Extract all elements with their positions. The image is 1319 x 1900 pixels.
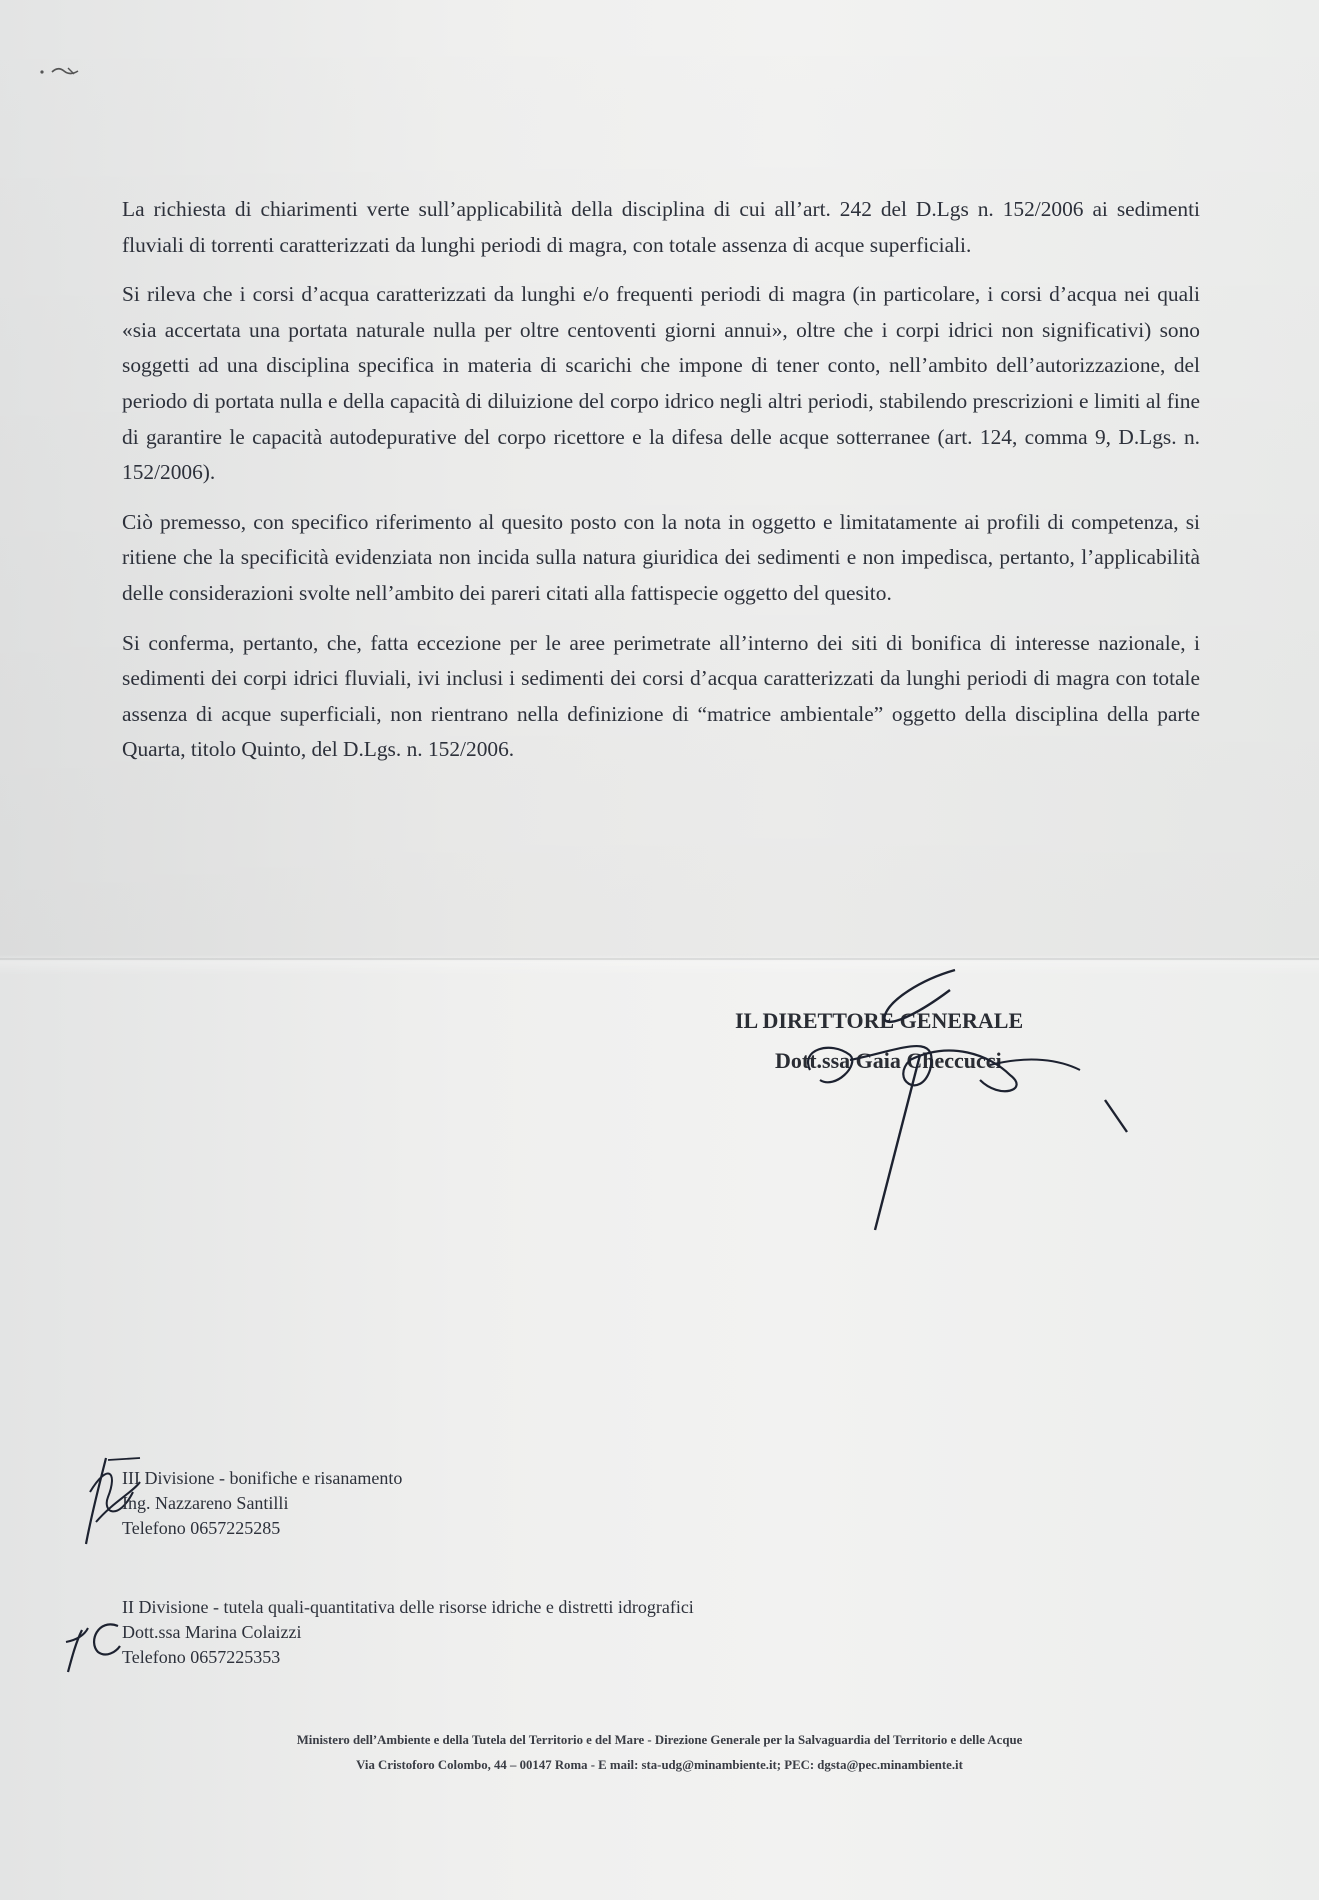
- contact-block-2: [122, 1595, 694, 1670]
- contact-phone: Telefono 0657225285: [122, 1518, 281, 1538]
- initials-mark-2: [58, 1612, 126, 1676]
- signatory-title: IL DIRETTORE GENERALE: [735, 1008, 1024, 1033]
- paragraph-4: Si conferma, pertanto, che, fatta eccezione per le aree perimetrate all’interno dei siti di bonifica di interesse nazionale, i sedimenti dei corpi idrici fluviali, ivi inclusi i sedimenti dei corsi d’acqua caratterizzati da lunghi periodi di magra con totale assenza di acque superficiali, non rientrano nella definizione di “matrice ambientale” oggetto della disciplina della parte Quarta, titolo Quinto, del D.Lgs. n. 152/2006.: [122, 630, 1200, 762]
- paragraph-2: Si rileva che i corsi d’acqua caratterizzati da lunghi e/o frequenti periodi di magra (in particolare, i corsi d’acqua nei quali «sia accertata una portata naturale nulla per oltre centoventi giorni annui», oltre che i corpi idrici non significativi) sono soggetti ad una disciplina specifica in materia di scarichi che impone di tener conto, nell’ambito dell’autorizzazione, del periodo di portata nulla e della capacità di diluizione del corpo idrico negli altri periodi, stabilendo prescrizioni e limiti al fine di garantire le capacità autodepurative del corpo ricettore e la difesa delle acque sotterranee (art. 124, comma 9, D.Lgs. n. 152/2006).: [122, 282, 1200, 485]
- division-name: III Divisione - bonifiche e risanamento: [122, 1468, 403, 1488]
- division-name: II Divisione - tutela quali-quantitativa delle risorse idriche e distretti idrografici: [122, 1597, 694, 1617]
- paragraph-3: Ciò premesso, con specifico riferimento al quesito posto con la nota in oggetto e limitatamente ai profili di competenza, si ritiene che la specificità evidenziata non incida sulla natura giuridica dei sedimenti e non impedisca, pertanto, l’applicabilità delle considerazioni svolte nell’ambito dei pareri citati alla fattispecie oggetto del quesito.: [122, 509, 1200, 605]
- signatory-name: Dott.ssa Gaia Checcucci: [775, 1048, 1002, 1073]
- scribble-mark: [38, 60, 98, 80]
- letterhead-footer: [0, 1728, 1319, 1778]
- contact-person: Dott.ssa Marina Colaizzi: [122, 1622, 302, 1642]
- footer-ministry: Ministero dell’Ambiente e della Tutela del Territorio e del Mare - Direzione Generale per la Salvaguardia del Territorio e delle Acque: [296, 1733, 1023, 1747]
- paragraph-1: La richiesta di chiarimenti verte sull’applicabilità della disciplina di cui all’art. 242 del D.Lgs n. 152/2006 ai sedimenti fluviali di torrenti caratterizzati da lunghi periodi di magra, con totale assenza di acque superficiali.: [122, 197, 1200, 257]
- footer-address: Via Cristoforo Colombo, 44 – 00147 Roma - E mail: sta-udg@minambiente.it; PEC: dgsta@pec.minambiente.it: [356, 1758, 963, 1772]
- contact-person: Ing. Nazzareno Santilli: [122, 1493, 289, 1513]
- handwritten-signature: [790, 960, 1170, 1240]
- contact-phone: Telefono 0657225353: [122, 1647, 281, 1667]
- letter-body: [122, 192, 1200, 782]
- contact-block-1: [122, 1466, 402, 1541]
